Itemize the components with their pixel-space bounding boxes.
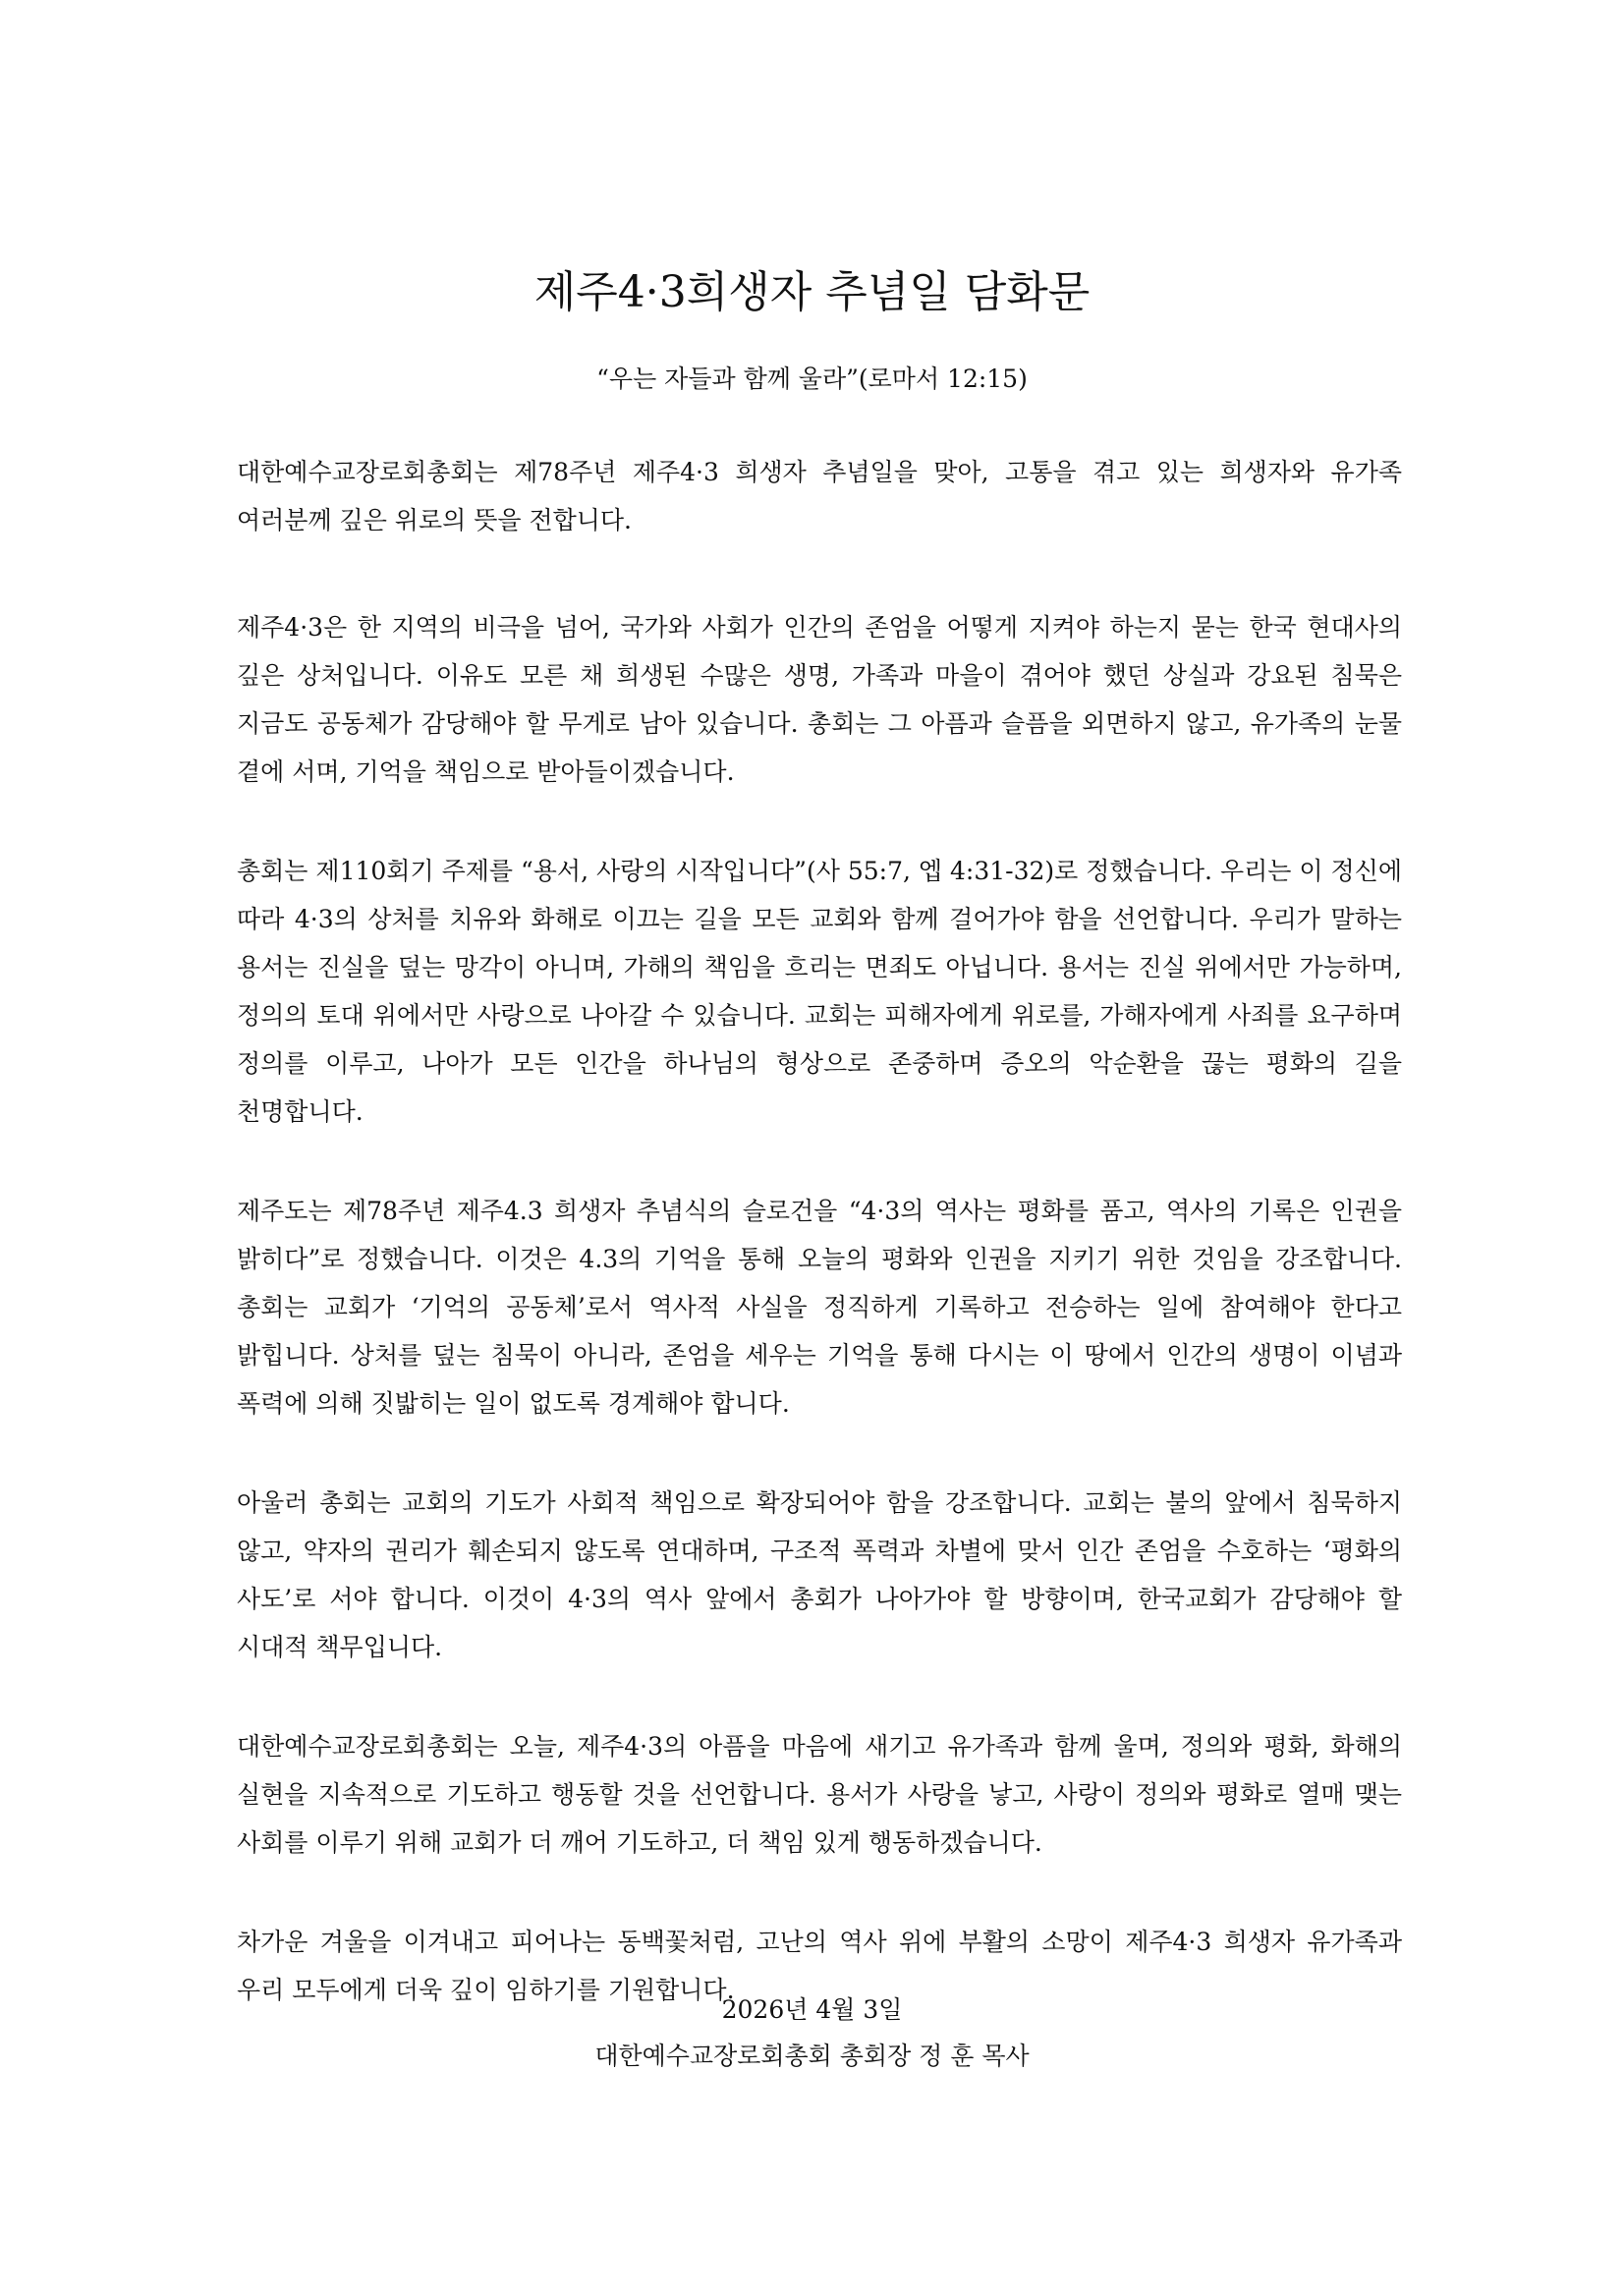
statement-date: 2026년 4월 3일 — [721, 1995, 903, 2024]
paragraph-1: 대한예수교장로회총회는 제78주년 제주4·3 희생자 추념일을 맞아, 고통을 겪고 있는 희생자와 유가족 여러분께 깊은 위로의 뜻을 전합니다. — [237, 458, 1402, 534]
scripture-subtitle: “우는 자들과 함께 울라”(로마서 12:15) — [596, 364, 1028, 393]
paragraph-6: 대한예수교장로회총회는 오늘, 제주4·3의 아픔을 마음에 새기고 유가족과 함께 울며, 정의와 평화, 화해의 실현을 지속적으로 기도하고 행동할 것을 선언합니다. 용서가 사랑을 낳고, 사랑이 정의와 평화로 열매 맺는 사회를 이루기 위해 교회가 더 깨어 기도하고, 더 책임 있게 행동하겠습니다. — [237, 1732, 1402, 1857]
paragraph-3: 총회는 제110회기 주제를 “용서, 사랑의 시작입니다”(사 55:7, 엡 4:31-32)로 정했습니다. 우리는 이 정신에 따라 4·3의 상처를 치유와 화해로 이끄는 길을 모든 교회와 함께 걸어가야 함을 선언합니다. 우리가 말하는 용서는 진실을 덮는 망각이 아니며, 가해의 책임을 흐리는 면죄도 아닙니다. 용서는 진실 위에서만 가능하며, 정의의 토대 위에서만 사랑으로 나아갈 수 있습니다. 교회는 피해자에게 위로를, 가해자에게 사죄를 요구하며 정의를 이루고, 나아가 모든 인간을 하나님의 형상으로 존중하며 증오의 악순환을 끊는 평화의 길을 천명합니다. — [237, 857, 1402, 1126]
paragraph-7: 차가운 겨울을 이겨내고 피어나는 동백꽃처럼, 고난의 역사 위에 부활의 소망이 제주4·3 희생자 유가족과 우리 모두에게 더욱 깊이 임하기를 기원합니다. — [237, 1928, 1402, 2004]
page-title: 제주4·3희생자 추념일 담화문 — [533, 267, 1091, 317]
signatory: 대한예수교장로회총회 총회장 정 훈 목사 — [594, 2042, 1030, 2070]
paragraph-2: 제주4·3은 한 지역의 비극을 넘어, 국가와 사회가 인간의 존엄을 어떻게 지켜야 하는지 묻는 한국 현대사의 깊은 상처입니다. 이유도 모른 채 희생된 수많은 생명, 가족과 마을이 겪어야 했던 상실과 강요된 침묵은 지금도 공동체가 감당해야 할 무게로 남아 있습니다. 총회는 그 아픔과 슬픔을 외면하지 않고, 유가족의 눈물 곁에 서며, 기억을 책임으로 받아들이겠습니다. — [237, 613, 1402, 786]
signature-block — [0, 1987, 1624, 2079]
paragraph-4: 제주도는 제78주년 제주4.3 희생자 추념식의 슬로건을 “4·3의 역사는 평화를 품고, 역사의 기록은 인권을 밝히다”로 정했습니다. 이것은 4.3의 기억을 통해 오늘의 평화와 인권을 지키기 위한 것임을 강조합니다. 총회는 교회가 ‘기억의 공동체’로서 역사적 사실을 정직하게 기록하고 전승하는 일에 참여해야 한다고 밝힙니다. 상처를 덮는 침묵이 아니라, 존엄을 세우는 기억을 통해 다시는 이 땅에서 인간의 생명이 이념과 폭력에 의해 짓밟히는 일이 없도록 경계해야 합니다. — [237, 1197, 1402, 1418]
statement-body — [237, 448, 1402, 2065]
paragraph-5: 아울러 총회는 교회의 기도가 사회적 책임으로 확장되어야 함을 강조합니다. 교회는 불의 앞에서 침묵하지 않고, 약자의 권리가 훼손되지 않도록 연대하며, 구조적 폭력과 차별에 맞서 인간 존엄을 수호하는 ‘평화의 사도’로 서야 합니다. 이것이 4·3의 역사 앞에서 총회가 나아가야 할 방향이며, 한국교회가 감당해야 할 시대적 책무입니다. — [237, 1488, 1402, 1661]
